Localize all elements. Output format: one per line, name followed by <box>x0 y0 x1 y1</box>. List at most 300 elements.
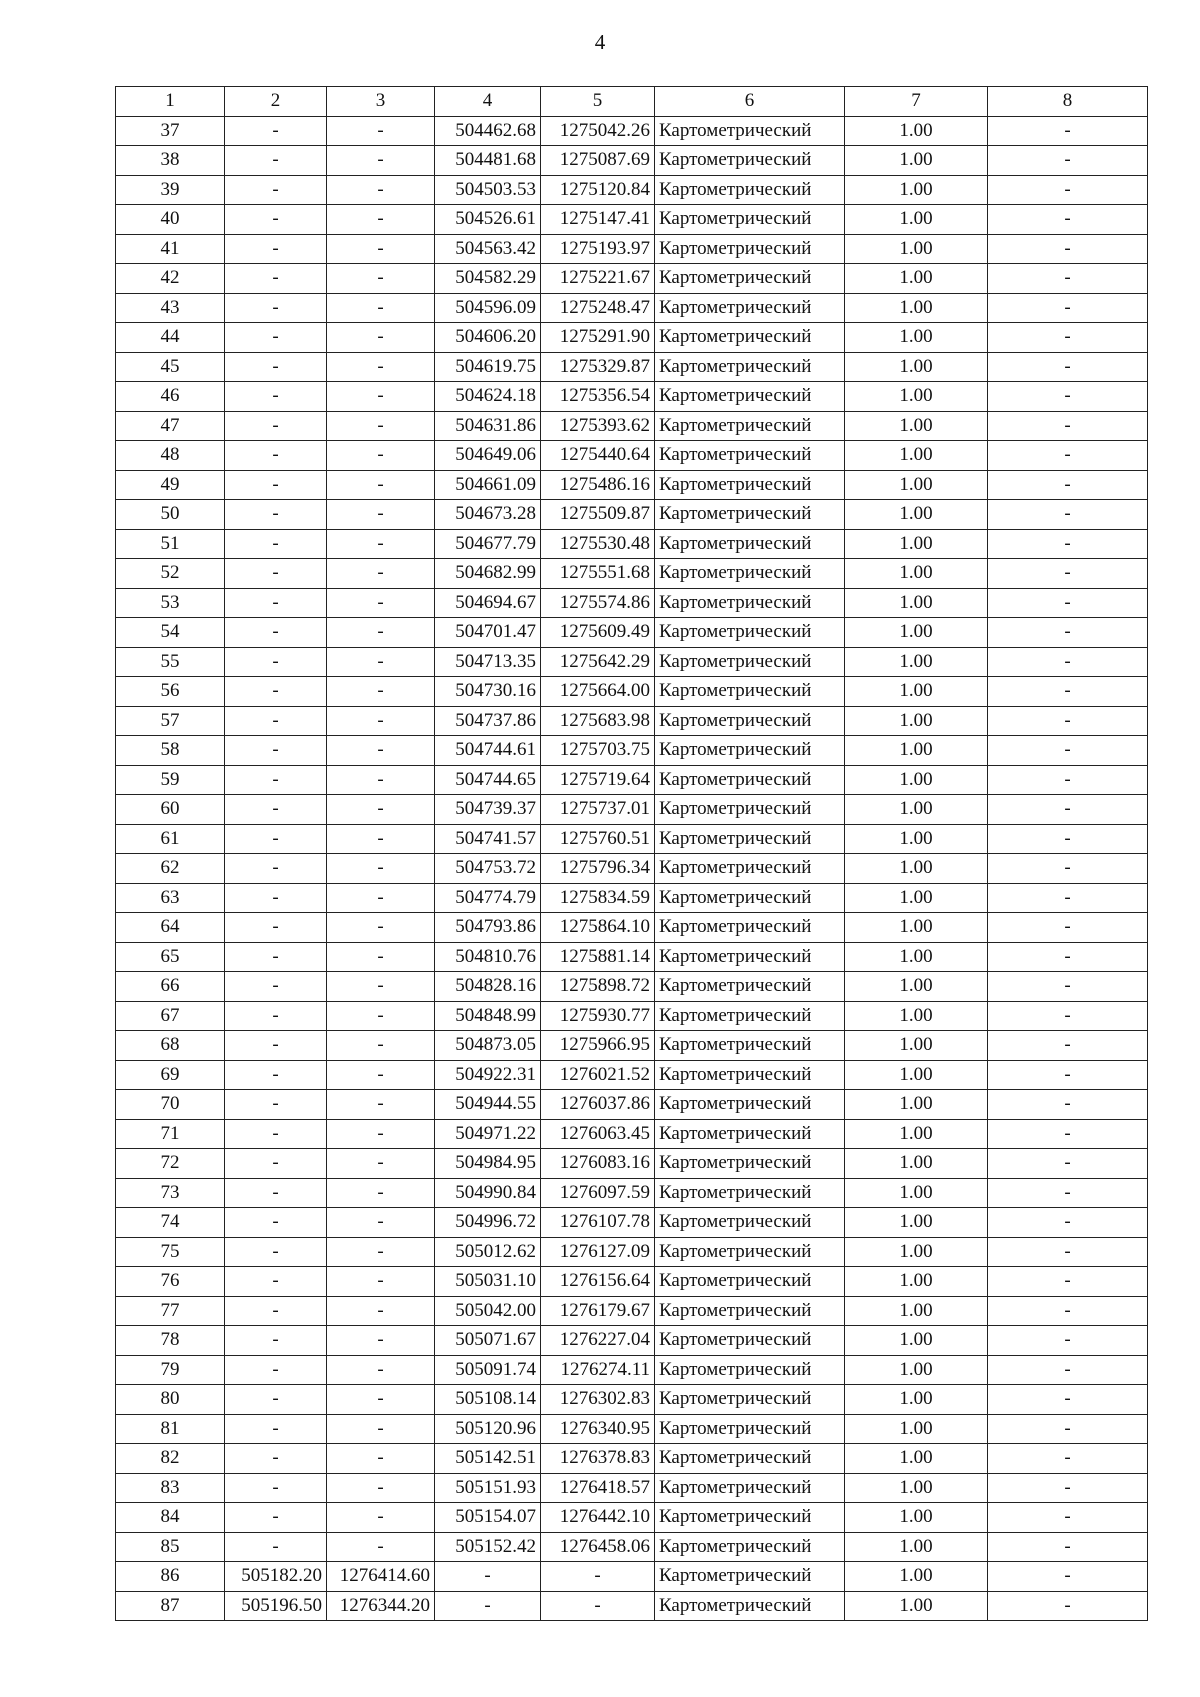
cell-point-number: 39 <box>116 175 225 205</box>
cell-method: Картометрический <box>655 913 845 943</box>
cell-point-number: 81 <box>116 1414 225 1444</box>
cell-point-number: 87 <box>116 1591 225 1621</box>
cell-x-new: 505152.42 <box>435 1532 541 1562</box>
cell-y-old: - <box>327 765 435 795</box>
cell-y-old: - <box>327 1326 435 1356</box>
cell-y-new: 1275703.75 <box>541 736 655 766</box>
cell-point-number: 86 <box>116 1562 225 1592</box>
cell-accuracy: 1.00 <box>845 1355 988 1385</box>
cell-x-new: 504582.29 <box>435 264 541 294</box>
cell-accuracy: 1.00 <box>845 234 988 264</box>
cell-accuracy: 1.00 <box>845 559 988 589</box>
cell-accuracy: 1.00 <box>845 1532 988 1562</box>
cell-method: Картометрический <box>655 1414 845 1444</box>
cell-accuracy: 1.00 <box>845 205 988 235</box>
cell-x-new: 505151.93 <box>435 1473 541 1503</box>
cell-point-number: 58 <box>116 736 225 766</box>
cell-accuracy: 1.00 <box>845 529 988 559</box>
cell-x-new: 505012.62 <box>435 1237 541 1267</box>
cell-y-new: 1276340.95 <box>541 1414 655 1444</box>
cell-method: Картометрический <box>655 1060 845 1090</box>
cell-method: Картометрический <box>655 1119 845 1149</box>
cell-y-new: 1275440.64 <box>541 441 655 471</box>
cell-method: Картометрический <box>655 1444 845 1474</box>
cell-x-old: - <box>225 618 327 648</box>
cell-point-number: 70 <box>116 1090 225 1120</box>
cell-point-number: 61 <box>116 824 225 854</box>
cell-x-new: 504971.22 <box>435 1119 541 1149</box>
cell-x-new: 504737.86 <box>435 706 541 736</box>
cell-y-new: 1275930.77 <box>541 1001 655 1031</box>
cell-x-old: - <box>225 1385 327 1415</box>
cell-x-new: 504753.72 <box>435 854 541 884</box>
cell-point-number: 82 <box>116 1444 225 1474</box>
cell-x-new: 504596.09 <box>435 293 541 323</box>
cell-accuracy: 1.00 <box>845 1001 988 1031</box>
cell-point-number: 55 <box>116 647 225 677</box>
cell-description: - <box>988 1060 1148 1090</box>
cell-y-new: 1275760.51 <box>541 824 655 854</box>
cell-x-new: 504526.61 <box>435 205 541 235</box>
cell-x-new: 504677.79 <box>435 529 541 559</box>
table-row <box>116 824 1148 854</box>
cell-description: - <box>988 765 1148 795</box>
cell-accuracy: 1.00 <box>845 1090 988 1120</box>
cell-method: Картометрический <box>655 1562 845 1592</box>
cell-x-old: - <box>225 765 327 795</box>
cell-y-new: 1275551.68 <box>541 559 655 589</box>
cell-x-new: 505042.00 <box>435 1296 541 1326</box>
cell-y-new: 1276378.83 <box>541 1444 655 1474</box>
cell-method: Картометрический <box>655 1503 845 1533</box>
cell-x-old: - <box>225 1355 327 1385</box>
cell-accuracy: 1.00 <box>845 942 988 972</box>
cell-x-old: - <box>225 234 327 264</box>
cell-method: Картометрический <box>655 529 845 559</box>
cell-x-old: - <box>225 529 327 559</box>
cell-accuracy: 1.00 <box>845 706 988 736</box>
cell-description: - <box>988 1473 1148 1503</box>
cell-method: Картометрический <box>655 1296 845 1326</box>
cell-x-old: - <box>225 293 327 323</box>
cell-x-new: 504624.18 <box>435 382 541 412</box>
cell-description: - <box>988 529 1148 559</box>
cell-x-new: 504730.16 <box>435 677 541 707</box>
cell-x-old: - <box>225 146 327 176</box>
cell-accuracy: 1.00 <box>845 470 988 500</box>
cell-description: - <box>988 470 1148 500</box>
cell-method: Картометрический <box>655 1031 845 1061</box>
cell-x-old: - <box>225 1267 327 1297</box>
table-row <box>116 1178 1148 1208</box>
cell-accuracy: 1.00 <box>845 972 988 1002</box>
cell-accuracy: 1.00 <box>845 618 988 648</box>
cell-y-old: - <box>327 411 435 441</box>
cell-method: Картометрический <box>655 588 845 618</box>
cell-y-new: 1276274.11 <box>541 1355 655 1385</box>
cell-y-new: 1276127.09 <box>541 1237 655 1267</box>
cell-description: - <box>988 411 1148 441</box>
cell-x-new: 504922.31 <box>435 1060 541 1090</box>
cell-y-old: - <box>327 706 435 736</box>
cell-x-new: 504744.61 <box>435 736 541 766</box>
table-row <box>116 1355 1148 1385</box>
cell-accuracy: 1.00 <box>845 1562 988 1592</box>
cell-accuracy: 1.00 <box>845 1385 988 1415</box>
cell-description: - <box>988 942 1148 972</box>
table-row <box>116 883 1148 913</box>
cell-y-new: 1276418.57 <box>541 1473 655 1503</box>
cell-method: Картометрический <box>655 1208 845 1238</box>
cell-x-new: 504774.79 <box>435 883 541 913</box>
cell-x-old: 505196.50 <box>225 1591 327 1621</box>
cell-accuracy: 1.00 <box>845 854 988 884</box>
cell-y-old: 1276344.20 <box>327 1591 435 1621</box>
cell-y-old: - <box>327 116 435 146</box>
table-row <box>116 1001 1148 1031</box>
cell-description: - <box>988 293 1148 323</box>
cell-method: Картометрический <box>655 1237 845 1267</box>
cell-description: - <box>988 1385 1148 1415</box>
cell-y-new: 1275509.87 <box>541 500 655 530</box>
table-row <box>116 1591 1148 1621</box>
cell-y-old: - <box>327 1237 435 1267</box>
cell-method: Картометрический <box>655 1385 845 1415</box>
cell-point-number: 59 <box>116 765 225 795</box>
cell-x-new: 504944.55 <box>435 1090 541 1120</box>
cell-accuracy: 1.00 <box>845 913 988 943</box>
cell-y-old: - <box>327 1060 435 1090</box>
cell-y-old: - <box>327 1503 435 1533</box>
cell-method: Картометрический <box>655 942 845 972</box>
cell-y-old: - <box>327 1296 435 1326</box>
cell-x-old: - <box>225 470 327 500</box>
cell-method: Картометрический <box>655 972 845 1002</box>
cell-x-new: 504481.68 <box>435 146 541 176</box>
cell-y-old: - <box>327 559 435 589</box>
cell-description: - <box>988 1178 1148 1208</box>
cell-method: Картометрический <box>655 1355 845 1385</box>
cell-y-new: 1275881.14 <box>541 942 655 972</box>
cell-y-old: - <box>327 1267 435 1297</box>
cell-x-old: - <box>225 854 327 884</box>
table-row <box>116 500 1148 530</box>
cell-point-number: 57 <box>116 706 225 736</box>
cell-y-old: - <box>327 942 435 972</box>
cell-x-old: - <box>225 175 327 205</box>
table-row <box>116 323 1148 353</box>
column-header-2: 2 <box>225 87 327 117</box>
cell-accuracy: 1.00 <box>845 795 988 825</box>
cell-description: - <box>988 1237 1148 1267</box>
table-row <box>116 765 1148 795</box>
cell-x-new: 505108.14 <box>435 1385 541 1415</box>
cell-x-old: - <box>225 1503 327 1533</box>
cell-y-new: 1275966.95 <box>541 1031 655 1061</box>
table-row <box>116 1473 1148 1503</box>
cell-point-number: 60 <box>116 795 225 825</box>
cell-y-old: - <box>327 1444 435 1474</box>
cell-description: - <box>988 116 1148 146</box>
cell-point-number: 67 <box>116 1001 225 1031</box>
cell-description: - <box>988 1090 1148 1120</box>
cell-x-old: - <box>225 1060 327 1090</box>
cell-description: - <box>988 205 1148 235</box>
cell-y-old: - <box>327 352 435 382</box>
cell-y-old: - <box>327 854 435 884</box>
cell-x-new: 504631.86 <box>435 411 541 441</box>
cell-accuracy: 1.00 <box>845 1473 988 1503</box>
cell-y-new: 1276179.67 <box>541 1296 655 1326</box>
cell-x-new: 504739.37 <box>435 795 541 825</box>
cell-x-new: 504996.72 <box>435 1208 541 1238</box>
cell-x-new: 505120.96 <box>435 1414 541 1444</box>
cell-accuracy: 1.00 <box>845 824 988 854</box>
cell-method: Картометрический <box>655 500 845 530</box>
cell-point-number: 44 <box>116 323 225 353</box>
cell-method: Картометрический <box>655 264 845 294</box>
cell-method: Картометрический <box>655 1326 845 1356</box>
column-header-5: 5 <box>541 87 655 117</box>
cell-x-old: - <box>225 1326 327 1356</box>
cell-y-new: 1275393.62 <box>541 411 655 441</box>
cell-x-old: - <box>225 795 327 825</box>
cell-x-new: - <box>435 1562 541 1592</box>
cell-x-old: - <box>225 706 327 736</box>
cell-x-old: - <box>225 116 327 146</box>
table-body <box>116 116 1148 1621</box>
table-row <box>116 1326 1148 1356</box>
cell-method: Картометрический <box>655 824 845 854</box>
cell-y-old: - <box>327 1355 435 1385</box>
cell-x-new: 504673.28 <box>435 500 541 530</box>
cell-point-number: 63 <box>116 883 225 913</box>
table-row <box>116 1385 1148 1415</box>
cell-x-old: - <box>225 1532 327 1562</box>
cell-x-old: - <box>225 824 327 854</box>
cell-x-old: - <box>225 1031 327 1061</box>
cell-y-old: - <box>327 647 435 677</box>
table-row <box>116 913 1148 943</box>
table-row <box>116 1296 1148 1326</box>
cell-method: Картометрический <box>655 323 845 353</box>
cell-x-new: 504990.84 <box>435 1178 541 1208</box>
cell-y-old: - <box>327 264 435 294</box>
cell-y-new: 1275356.54 <box>541 382 655 412</box>
cell-method: Картометрический <box>655 1001 845 1031</box>
cell-description: - <box>988 1296 1148 1326</box>
table-row <box>116 175 1148 205</box>
cell-y-new: 1276097.59 <box>541 1178 655 1208</box>
cell-y-old: - <box>327 883 435 913</box>
cell-accuracy: 1.00 <box>845 1444 988 1474</box>
cell-y-new: 1275530.48 <box>541 529 655 559</box>
cell-y-old: - <box>327 234 435 264</box>
cell-method: Картометрический <box>655 411 845 441</box>
cell-x-old: - <box>225 264 327 294</box>
cell-method: Картометрический <box>655 736 845 766</box>
cell-accuracy: 1.00 <box>845 677 988 707</box>
coordinates-table <box>115 86 1148 1621</box>
cell-y-new: 1276083.16 <box>541 1149 655 1179</box>
cell-description: - <box>988 441 1148 471</box>
cell-accuracy: 1.00 <box>845 1267 988 1297</box>
cell-y-old: - <box>327 1532 435 1562</box>
table-row <box>116 352 1148 382</box>
cell-x-new: 505142.51 <box>435 1444 541 1474</box>
cell-accuracy: 1.00 <box>845 1414 988 1444</box>
cell-method: Картометрический <box>655 883 845 913</box>
cell-method: Картометрический <box>655 559 845 589</box>
cell-accuracy: 1.00 <box>845 293 988 323</box>
cell-x-old: - <box>225 1119 327 1149</box>
cell-point-number: 38 <box>116 146 225 176</box>
cell-description: - <box>988 677 1148 707</box>
page-number: 4 <box>594 30 606 54</box>
cell-description: - <box>988 559 1148 589</box>
cell-description: - <box>988 588 1148 618</box>
cell-x-old: - <box>225 1208 327 1238</box>
cell-y-new: 1275291.90 <box>541 323 655 353</box>
cell-description: - <box>988 264 1148 294</box>
cell-accuracy: 1.00 <box>845 441 988 471</box>
table-row <box>116 1119 1148 1149</box>
table-row <box>116 647 1148 677</box>
cell-method: Картометрический <box>655 1090 845 1120</box>
cell-accuracy: 1.00 <box>845 736 988 766</box>
cell-y-old: - <box>327 146 435 176</box>
cell-method: Картометрический <box>655 1149 845 1179</box>
cell-point-number: 48 <box>116 441 225 471</box>
table-row <box>116 146 1148 176</box>
table-row <box>116 1060 1148 1090</box>
table-row <box>116 1503 1148 1533</box>
cell-x-old: - <box>225 913 327 943</box>
cell-description: - <box>988 795 1148 825</box>
cell-accuracy: 1.00 <box>845 1178 988 1208</box>
cell-y-new: 1276302.83 <box>541 1385 655 1415</box>
cell-x-new: 504793.86 <box>435 913 541 943</box>
cell-y-new: 1275796.34 <box>541 854 655 884</box>
cell-accuracy: 1.00 <box>845 588 988 618</box>
table-row <box>116 470 1148 500</box>
cell-point-number: 74 <box>116 1208 225 1238</box>
cell-x-old: - <box>225 972 327 1002</box>
cell-x-new: 505071.67 <box>435 1326 541 1356</box>
cell-y-old: - <box>327 1031 435 1061</box>
cell-point-number: 64 <box>116 913 225 943</box>
cell-x-new: 505154.07 <box>435 1503 541 1533</box>
cell-description: - <box>988 1355 1148 1385</box>
cell-x-new: 504701.47 <box>435 618 541 648</box>
cell-y-old: - <box>327 1473 435 1503</box>
cell-x-old: - <box>225 1414 327 1444</box>
cell-method: Картометрический <box>655 293 845 323</box>
table-row <box>116 1090 1148 1120</box>
cell-accuracy: 1.00 <box>845 1296 988 1326</box>
cell-method: Картометрический <box>655 470 845 500</box>
table-row <box>116 618 1148 648</box>
cell-description: - <box>988 913 1148 943</box>
cell-y-old: - <box>327 323 435 353</box>
cell-y-new: 1275683.98 <box>541 706 655 736</box>
table-row <box>116 588 1148 618</box>
cell-y-old: - <box>327 1119 435 1149</box>
cell-point-number: 83 <box>116 1473 225 1503</box>
table-row <box>116 529 1148 559</box>
cell-y-old: - <box>327 588 435 618</box>
cell-x-new: 504661.09 <box>435 470 541 500</box>
table-header-row <box>116 87 1148 117</box>
cell-point-number: 71 <box>116 1119 225 1149</box>
cell-description: - <box>988 1414 1148 1444</box>
cell-y-old: - <box>327 293 435 323</box>
cell-description: - <box>988 1031 1148 1061</box>
cell-y-new: 1276107.78 <box>541 1208 655 1238</box>
cell-x-old: - <box>225 323 327 353</box>
table-row <box>116 411 1148 441</box>
cell-method: Картометрический <box>655 1473 845 1503</box>
cell-method: Картометрический <box>655 352 845 382</box>
cell-x-new: 504462.68 <box>435 116 541 146</box>
cell-y-old: - <box>327 972 435 1002</box>
cell-point-number: 68 <box>116 1031 225 1061</box>
cell-accuracy: 1.00 <box>845 1503 988 1533</box>
table-row <box>116 736 1148 766</box>
cell-x-old: - <box>225 411 327 441</box>
column-header-6: 6 <box>655 87 845 117</box>
cell-description: - <box>988 382 1148 412</box>
cell-point-number: 40 <box>116 205 225 235</box>
cell-y-new: 1276037.86 <box>541 1090 655 1120</box>
cell-x-new: 504810.76 <box>435 942 541 972</box>
cell-point-number: 43 <box>116 293 225 323</box>
cell-description: - <box>988 1532 1148 1562</box>
cell-x-old: 505182.20 <box>225 1562 327 1592</box>
cell-x-old: - <box>225 352 327 382</box>
cell-description: - <box>988 1326 1148 1356</box>
column-header-1: 1 <box>116 87 225 117</box>
cell-point-number: 80 <box>116 1385 225 1415</box>
cell-description: - <box>988 500 1148 530</box>
cell-y-old: - <box>327 205 435 235</box>
cell-y-old: - <box>327 795 435 825</box>
cell-y-new: - <box>541 1591 655 1621</box>
cell-y-new: 1276227.04 <box>541 1326 655 1356</box>
cell-x-old: - <box>225 205 327 235</box>
cell-x-old: - <box>225 1296 327 1326</box>
cell-accuracy: 1.00 <box>845 883 988 913</box>
cell-y-old: - <box>327 1208 435 1238</box>
cell-x-old: - <box>225 559 327 589</box>
cell-x-new: 505091.74 <box>435 1355 541 1385</box>
cell-y-old: - <box>327 175 435 205</box>
cell-x-new: 504619.75 <box>435 352 541 382</box>
cell-method: Картометрический <box>655 795 845 825</box>
table-row <box>116 1237 1148 1267</box>
cell-x-new: 504744.65 <box>435 765 541 795</box>
cell-y-new: - <box>541 1562 655 1592</box>
cell-accuracy: 1.00 <box>845 264 988 294</box>
cell-x-new: 504606.20 <box>435 323 541 353</box>
cell-y-new: 1275147.41 <box>541 205 655 235</box>
table-row <box>116 1031 1148 1061</box>
cell-method: Картометрический <box>655 706 845 736</box>
cell-x-new: 504848.99 <box>435 1001 541 1031</box>
cell-point-number: 62 <box>116 854 225 884</box>
cell-x-old: - <box>225 1237 327 1267</box>
table-row <box>116 1149 1148 1179</box>
